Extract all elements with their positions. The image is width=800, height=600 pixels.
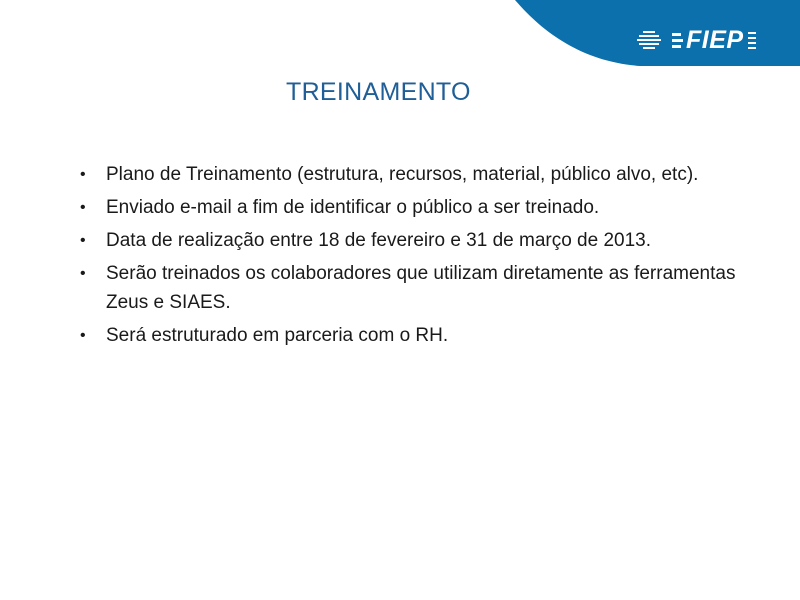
bullet-dot-icon: • [80, 166, 86, 183]
bullet-text: Plano de Treinamento (estrutura, recursos, material, público alvo, etc). [106, 164, 699, 185]
bullet-list [76, 160, 766, 354]
bullet-item [76, 321, 766, 350]
bullet-dot-icon: • [80, 232, 86, 249]
fiep-system-seal-icon [636, 27, 662, 53]
bullet-item [76, 160, 766, 189]
bullet-dot-icon: • [80, 199, 86, 216]
bullet-text: Enviado e-mail a fim de identificar o público a ser treinado. [106, 197, 600, 218]
bullet-dot-icon: • [80, 327, 86, 344]
bullet-text: Data de realização entre 18 de fevereiro e 31 de março de 2013. [106, 230, 652, 251]
bullet-text: Serão treinados os colaboradores que utilizam diretamente as ferramentas Zeus e SIAES. [106, 263, 736, 313]
logo-text: FIEP [686, 26, 744, 54]
logo-lines-icon [748, 32, 756, 49]
bullet-text: Será estruturado em parceria com o RH. [106, 325, 449, 346]
slide-title: TREINAMENTO [286, 78, 471, 106]
fiep-logo [636, 26, 756, 54]
bullet-item [76, 193, 766, 222]
fiep-stripes-icon [672, 33, 683, 48]
bullet-item [76, 259, 766, 317]
bullet-item [76, 226, 766, 255]
bullet-dot-icon: • [80, 265, 86, 282]
